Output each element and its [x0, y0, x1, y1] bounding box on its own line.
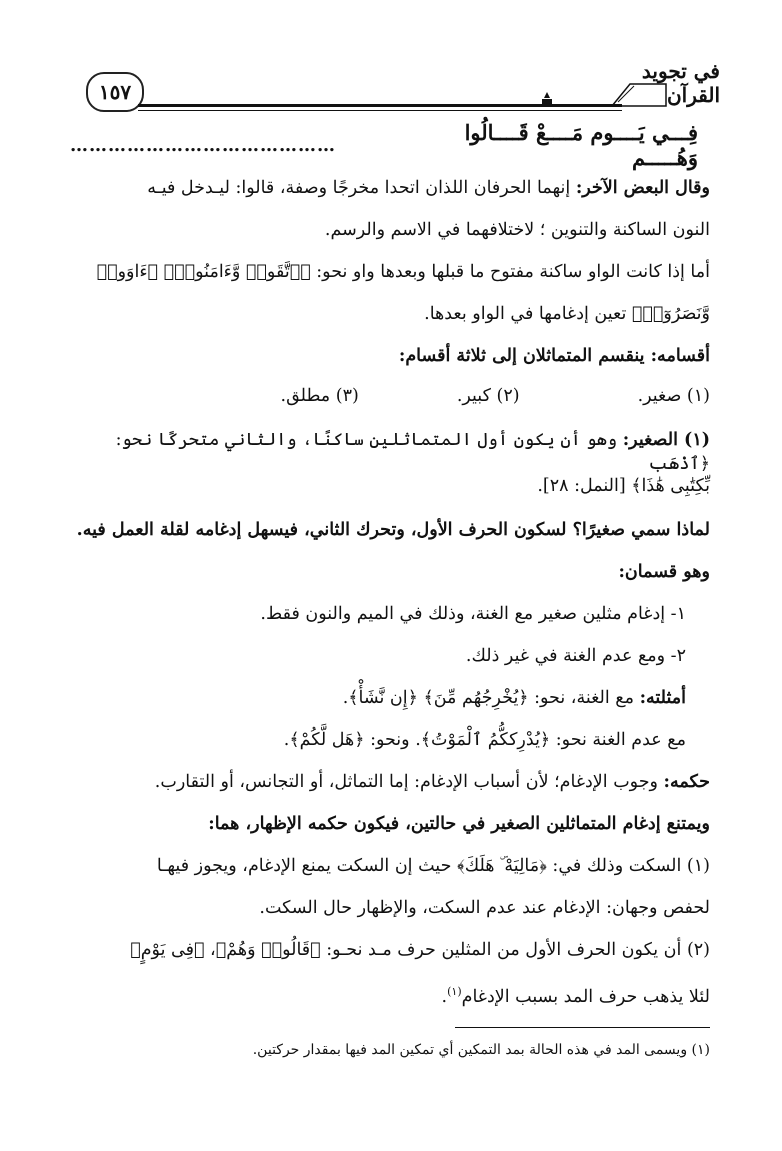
paragraph-1 [70, 176, 710, 200]
p13-line2: لحفص وجهان: الإدغام عند عدم السكت، والإظهار حال السكت. [259, 898, 710, 918]
paragraph-5 [70, 518, 710, 542]
p5-text: لماذا سمي صغيرًا؟ لسكون الحرف الأول، وتحرك الثاني، فيسهل إدغامه لقلة العمل فيه. [76, 520, 710, 540]
p4-line1: وهو أن يكون أول المتماثلين ساكنًا، والثاني متحركًا نحو: ﴿ٱذْهَب [115, 430, 710, 474]
paragraph-13-cont [70, 896, 710, 920]
paragraph-4-cont [70, 474, 710, 498]
p2-line1: أما إذا كانت الواو ساكنة مفتوح ما قبلها وبعدها واو نحو: ﴿ٱتَّقَوا۟ وَّءَامَنُوا۟﴾ ﴿ءَاوَوا۟ [96, 262, 710, 282]
p11-label: حكمه: [663, 772, 710, 792]
p9-label: أمثلته: [639, 688, 686, 708]
p4-line2: بِّكِتَٰبِى هَٰذَا﴾ [النمل: ٢٨]. [537, 476, 710, 496]
category-big: (٢) كبير. [456, 386, 520, 406]
paragraph-4 [70, 428, 710, 476]
verse-line [70, 120, 710, 170]
paragraph-9 [70, 686, 686, 710]
p14-line1: (٢) أن يكون الحرف الأول من المثلين حرف مـد نحـو: ﴿قَالُوا۟ وَهُمْ﴾، ﴿فِى يَوْمٍ﴾ [130, 940, 710, 960]
p3-text: أقسامه: ينقسم المتماثلان إلى ثلاثة أقسام: [398, 346, 710, 366]
verse-dots-left: ……………………… [70, 134, 241, 156]
p10-text: مع عدم الغنة نحو: ﴿يُدْرِككُّمُ ٱلْمَوْتُ﴾. ونحو: ﴿هَل لَّكُمْ﴾. [283, 730, 686, 750]
p13-line1: (١) السكت وذلك في: ﴿مَالِيَهْ ۜ هَلَكَ﴾ حيث إن السكت يمنع الإدغام، ويجوز فيهـا [156, 856, 710, 876]
p1-line1: إنهما الحرفان اللذان اتحدا مخرجًا وصفة، قالوا: ليـدخل فيـه [147, 178, 576, 198]
footnote-ref[interactable]: (١) [447, 985, 462, 998]
p1-label: وقال البعض الآخر: [575, 178, 710, 198]
p4-label: (١) الصغير: [622, 430, 710, 450]
p14-line2: لئلا يذهب حرف المد بسبب الإدغام [461, 986, 710, 1007]
paragraph-12 [70, 812, 710, 836]
footnote-rule [455, 1027, 710, 1028]
verse-dots-middle: …………… [241, 134, 336, 156]
paragraph-11 [70, 770, 710, 794]
p2-line2: وَّنَصَرُوٓا۟﴾ تعين إدغامها في الواو بعدها. [424, 304, 710, 324]
paragraph-8 [70, 644, 686, 668]
paragraph-14-cont: لئلا يذهب حرف المد بسبب الإدغام$^{(١)}$. [441, 985, 710, 1007]
paragraph-2 [70, 260, 710, 284]
p7-text: ١- إدغام مثلين صغير مع الغنة، وذلك في الميم والنون فقط. [260, 604, 686, 624]
p11-text: وجوب الإدغام؛ لأن أسباب الإدغام: إما التماثل، أو التجانس، أو التقارب. [154, 772, 664, 792]
p12-text: ويمتنع إدغام المتماثلين الصغير في حالتين، فيكون حكمه الإظهار، هما: [208, 814, 710, 834]
category-small: (١) صغير. [637, 386, 710, 406]
categories-row [70, 386, 710, 406]
header-rule-thin [138, 110, 622, 111]
category-absolute: (٣) مطلق. [280, 386, 359, 406]
paragraph-1-cont [70, 218, 710, 242]
p8-text: ٢- ومع عدم الغنة في غير ذلك. [465, 646, 686, 666]
footnote: (١) ويسمى المد في هذه الحالة بمد التمكين أي تمكين المد فيها بمقدار حركتين. [252, 1042, 710, 1058]
lamp-icon [540, 92, 554, 108]
paragraph-14 [70, 938, 710, 962]
paragraph-2-cont [70, 302, 710, 326]
paragraph-3 [70, 344, 710, 368]
page-number: ١٥٧ [86, 72, 144, 112]
paragraph-6 [70, 560, 710, 584]
p6-text: وهو قسمان: [618, 562, 710, 582]
p1-line2: النون الساكنة والتنوين ؛ لاختلافهما في الاسم والرسم. [324, 220, 710, 240]
paragraph-7 [70, 602, 686, 626]
book-title: في تجويد القرآن [641, 59, 720, 107]
verse-text: فِـــي يَــــوم مَــــعْ قَــــالُوا وَهُـــــم [464, 120, 698, 170]
paragraph-13 [70, 854, 710, 878]
p9-text: مع الغنة، نحو: ﴿يُخْرِجُهُم مِّنَ﴾ ﴿إِن نَّشَأْ﴾. [342, 688, 640, 708]
paragraph-10 [70, 728, 686, 752]
